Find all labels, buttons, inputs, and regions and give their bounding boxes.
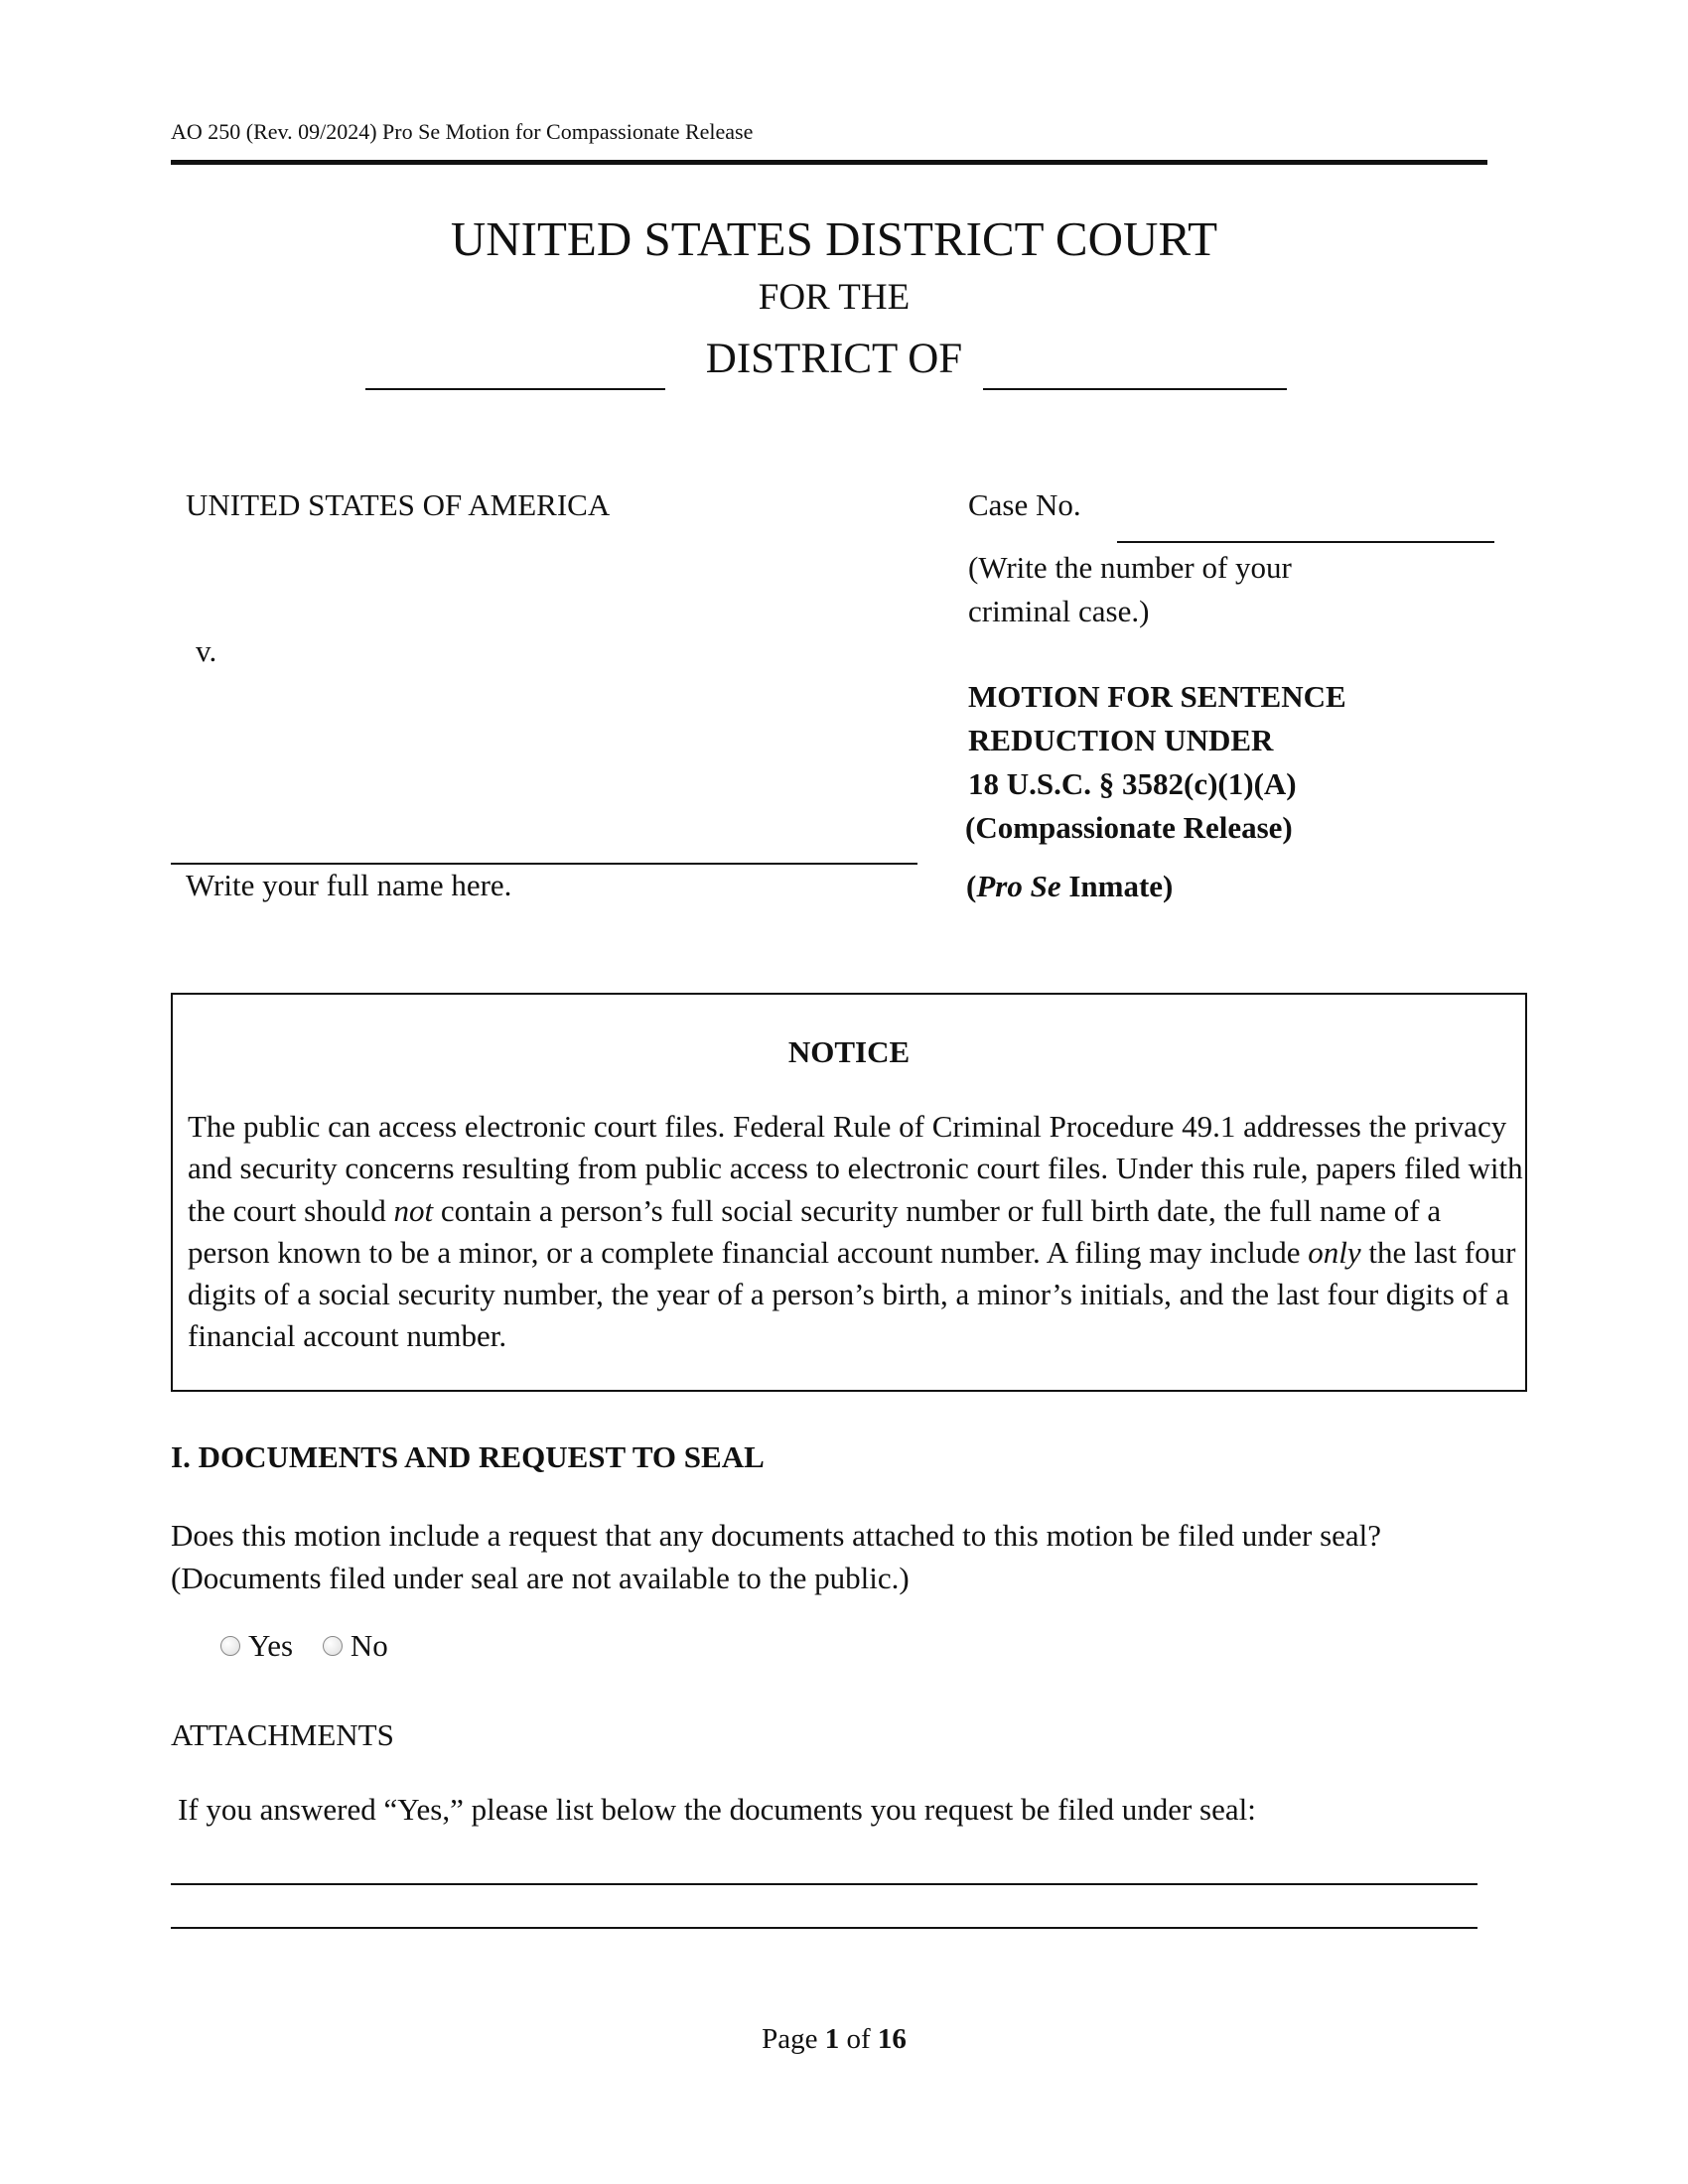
radio-button-no[interactable] — [323, 1636, 343, 1656]
district-suffix-blank[interactable] — [983, 388, 1287, 390]
case-number-field[interactable] — [1117, 541, 1494, 543]
court-title: UNITED STATES DISTRICT COURT — [450, 211, 1218, 266]
notice-box — [171, 993, 1527, 1392]
seal-question: Does this motion include a request that any documents attached to this motion be filed under seal? (Documents filed under seal are not available to the public.) — [171, 1518, 1382, 1595]
seal-no-option[interactable] — [323, 1628, 388, 1664]
case-no-label: Case No. — [968, 487, 1081, 522]
radio-label-no: No — [350, 1628, 388, 1663]
seal-radio-group — [220, 1628, 410, 1664]
page-number: Page 1 of 16 — [762, 2023, 907, 2055]
notice-heading: NOTICE — [787, 1034, 911, 1069]
case-no-hint: (Write the number of your criminal case.) — [968, 550, 1292, 628]
motion-title-line: MOTION FOR SENTENCE — [968, 679, 1346, 714]
attachment-line-2[interactable] — [171, 1927, 1477, 1929]
pro-se-label: (Pro Se Inmate) — [966, 869, 1174, 903]
name-hint: Write your full name here. — [186, 868, 512, 902]
motion-title-line: 18 U.S.C. § 3582(c)(1)(A) — [968, 766, 1297, 801]
attachment-line-1[interactable] — [171, 1883, 1477, 1885]
radio-label-yes: Yes — [248, 1628, 294, 1663]
district-label: DISTRICT OF — [705, 336, 963, 382]
attachments-hint: If you answered “Yes,” please list below the documents you request be filed under seal: — [178, 1792, 1256, 1827]
motion-title-line: (Compassionate Release) — [965, 810, 1293, 845]
notice-body: The public can access electronic court files. Federal Rule of Criminal Procedure 49.1 addresses the privacy and security concerns resulting from public access to electronic court files. Under this rule, papers filed with the court should not contain a person’s full social security number or full birth date, the full name of a person known to be a minor, or a complete financial account number. A filing may include only the last four digits of a social security number, the year of a person’s birth, a minor’s initials, and the last four digits of a financial account number. — [188, 1109, 1523, 1354]
form-id: AO 250 (Rev. 09/2024) Pro Se Motion for Compassionate Release — [171, 119, 754, 144]
for-the: FOR THE — [758, 277, 911, 318]
defendant-name-field[interactable] — [171, 863, 917, 865]
district-row — [0, 331, 1668, 390]
radio-button-yes[interactable] — [220, 1636, 240, 1656]
district-prefix-blank[interactable] — [365, 388, 665, 390]
seal-yes-option[interactable] — [220, 1628, 293, 1664]
plaintiff: UNITED STATES OF AMERICA — [186, 487, 611, 522]
versus: v. — [196, 633, 217, 668]
attachments-label: ATTACHMENTS — [171, 1717, 394, 1752]
section-heading: I. DOCUMENTS AND REQUEST TO SEAL — [171, 1439, 765, 1474]
motion-title-line: REDUCTION UNDER — [968, 723, 1274, 757]
motion-title — [965, 675, 1346, 850]
header-rule — [171, 160, 1487, 165]
